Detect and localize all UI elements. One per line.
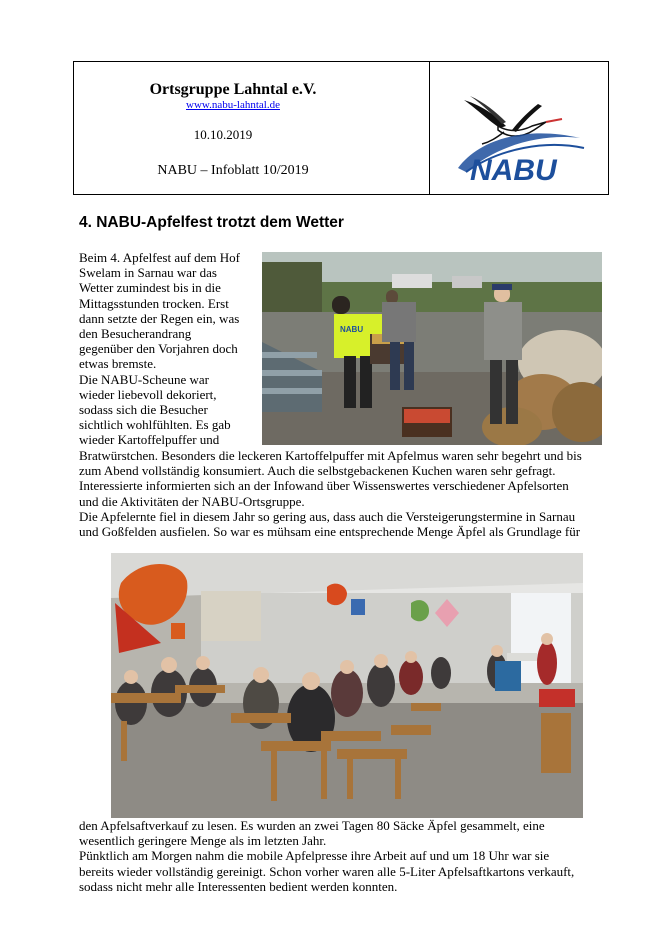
text-line: Die Apfelernte fiel in diesem Jahr so gering aus, dass auch die Versteigerungstermine in Sarnau xyxy=(79,508,576,524)
header-left xyxy=(74,62,430,194)
text-line: und Goßfelden ausfielen. So war es mühsam eine entsprechende Menge Äpfel als Grundlage für xyxy=(79,524,581,540)
header-box xyxy=(73,61,609,195)
text-line: wieder Kartoffelpuffer und xyxy=(79,432,220,448)
text-line: und die Aktivitäten der NABU-Ortsgruppe. xyxy=(79,493,305,509)
text-line: sodass sich die Besucher xyxy=(79,402,208,418)
text-line: dann setzte der Regen ein, was xyxy=(79,310,240,326)
text-line: bereits wieder vollständig gereinigt. Schon vorher waren alle 5-Liter Apfelsaftkartons verkauft, xyxy=(79,863,575,879)
article-title: 4. NABU-Apfelfest trotzt dem Wetter xyxy=(79,214,344,231)
column-text xyxy=(79,250,257,448)
issue-title: NABU – Infoblatt 10/2019 xyxy=(157,163,309,178)
text-line: gegenüber den Vorjahren doch xyxy=(79,341,238,357)
text-line: den Apfelsaftverkauf zu lesen. Es wurden an zwei Tagen 80 Säcke Äpfel gesammelt, eine xyxy=(79,818,545,833)
text-line: sichtlich wohlfühlten. Es gab xyxy=(79,417,231,433)
text-line: den Besucherandrang xyxy=(79,326,192,342)
bottom-text xyxy=(79,818,609,894)
logo-wordmark: NABU xyxy=(470,154,557,184)
text-line: sodass nicht mehr alle Interessenten bedient werden konnten. xyxy=(79,878,398,894)
text-line: etwas bremste. xyxy=(79,356,157,372)
text-line: zum Abend vollständig konsumiert. Auch die selbstgebackenen Kuchen waren sehr gefragt. xyxy=(79,463,556,479)
org-name: Ortsgruppe Lahntal e.V. xyxy=(149,81,317,98)
full-width-text xyxy=(79,448,609,539)
text-line: wieder liebevoll dekoriert, xyxy=(79,386,217,402)
text-line: Bratwürstchen. Besonders die leckeren Kartoffelpuffer mit Apfelmus waren sehr begehrt und bis xyxy=(79,448,582,463)
text-line: Beim 4. Apfelfest auf dem Hof xyxy=(79,250,241,265)
text-line: Interessierte informierten sich an der Infowand über Wissenswertes verschiedener Apfelsorten xyxy=(79,478,569,494)
photo-apple-carrying xyxy=(262,252,602,445)
text-line: Die NABU-Scheune war xyxy=(79,371,209,387)
website-link[interactable]: www.nabu-lahntal.de xyxy=(186,99,280,111)
text-line: Swelam in Sarnau war das xyxy=(79,265,217,281)
text-line: Mittagsstunden trocken. Erst xyxy=(79,295,229,311)
text-line: Pünktlich am Morgen nahm die mobile Apfelpresse ihre Arbeit auf und um 18 Uhr war sie xyxy=(79,848,550,864)
issue-date: 10.10.2019 xyxy=(193,127,253,142)
photo-barn-visitors xyxy=(111,553,583,818)
vest-label: NABU xyxy=(340,325,364,334)
text-line: Wetter zumindest bis in die xyxy=(79,280,221,296)
text-line: wesentlich geringere Menge als im letzten Jahr. xyxy=(79,833,327,849)
nabu-logo xyxy=(450,92,592,184)
